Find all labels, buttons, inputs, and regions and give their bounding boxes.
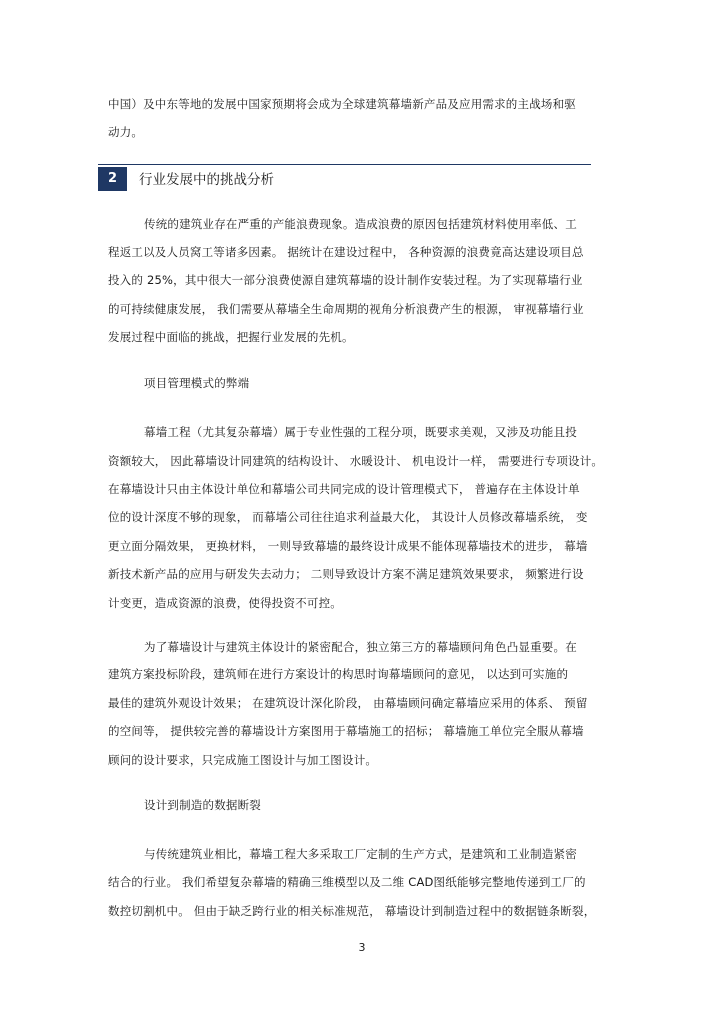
paragraph-line: 最佳的建筑外观设计效果； 在建筑设计深化阶段， 由幕墙顾问确定幕墙应采用的体系、 预留 — [108, 696, 588, 710]
section-divider — [98, 164, 591, 165]
subheading: 设计到制造的数据断裂 — [144, 798, 261, 812]
paragraph-line: 建筑方案投标阶段，建筑师在进行方案设计的构思时询幕墙顾问的意见， 以达到可实施的 — [108, 667, 569, 681]
paragraph-line: 幕墙工程（尤其复杂幕墙）属于专业性强的工程分项，既要求美观，又涉及功能且投 — [144, 425, 577, 439]
subheading: 项目管理模式的弊端 — [144, 376, 250, 390]
section-title: 行业发展中的挑战分析 — [139, 172, 274, 188]
paragraph-line: 顾问的设计要求，只完成施工图设计与加工图设计。 — [108, 753, 378, 767]
paragraph-line: 数控切割机中。 但由于缺乏跨行业的相关标准规范， 幕墙设计到制造过程中的数据链条断裂， — [108, 904, 596, 918]
paragraph-line: 计变更，造成资源的浪费，使得投资不可控。 — [108, 596, 342, 610]
paragraph-line: 资额较大， 因此幕墙设计同建筑的结构设计、 水暖设计、 机电设计一样， 需要进行专项设计。 — [108, 454, 604, 468]
paragraph-line: 新技术新产品的应用与研发失去动力； 二则导致设计方案不满足建筑效果要求， 频繁进行设 — [108, 567, 584, 581]
paragraph-line: 程返工以及人员窝工等诸多因素。 据统计在建设过程中， 各种资源的浪费竟高达建设项目总 — [108, 245, 584, 259]
paragraph-line: 发展过程中面临的挑战，把握行业发展的先机。 — [108, 330, 354, 344]
paragraph-line: 位的设计深度不够的现象， 而幕墙公司往往追求利益最大化， 其设计人员修改幕墙系统， 变 — [108, 510, 588, 524]
paragraph-line: 中国）及中东等地的发展中国家预期将会成为全球建筑幕墙新产品及应用需求的主战场和驱 — [108, 97, 576, 111]
paragraph-line: 与传统建筑业相比，幕墙工程大多采取工厂定制的生产方式，是建筑和工业制造紧密 — [144, 847, 577, 861]
paragraph-line: 投入的 25%，其中很大一部分浪费使源自建筑幕墙的设计制作安装过程。为了实现幕墙行业 — [108, 273, 583, 287]
paragraph-line: 传统的建筑业存在严重的产能浪费现象。造成浪费的原因包括建筑材料使用率低、工 — [144, 217, 577, 231]
paragraph-line: 为了幕墙设计与建筑主体设计的紧密配合，独立第三方的幕墙顾问角色凸显重要。在 — [144, 640, 577, 654]
paragraph-line: 的空间等， 提供较完善的幕墙设计方案图用于幕墙施工的招标； 幕墙施工单位完全服从幕墙 — [108, 724, 584, 738]
paragraph-line: 的可持续健康发展， 我们需要从幕墙全生命周期的视角分析浪费产生的根源， 审视幕墙行业 — [108, 302, 584, 316]
paragraph-line: 动力。 — [108, 125, 144, 139]
paragraph-line: 结合的行业。 我们希望复杂幕墙的精确三维模型以及二维 CAD图纸能够完整地传递到工厂的 — [108, 875, 586, 889]
paragraph-line: 在幕墙设计只由主体设计单位和幕墙公司共同完成的设计管理模式下， 普遍存在主体设计单 — [108, 482, 580, 496]
page-number: 3 — [358, 941, 366, 954]
section-number-badge: 2 — [98, 167, 127, 191]
paragraph-line: 更立面分隔效果， 更换材料， 一则导致幕墙的最终设计成果不能体现幕墙技术的进步， 幕墙 — [108, 539, 588, 553]
